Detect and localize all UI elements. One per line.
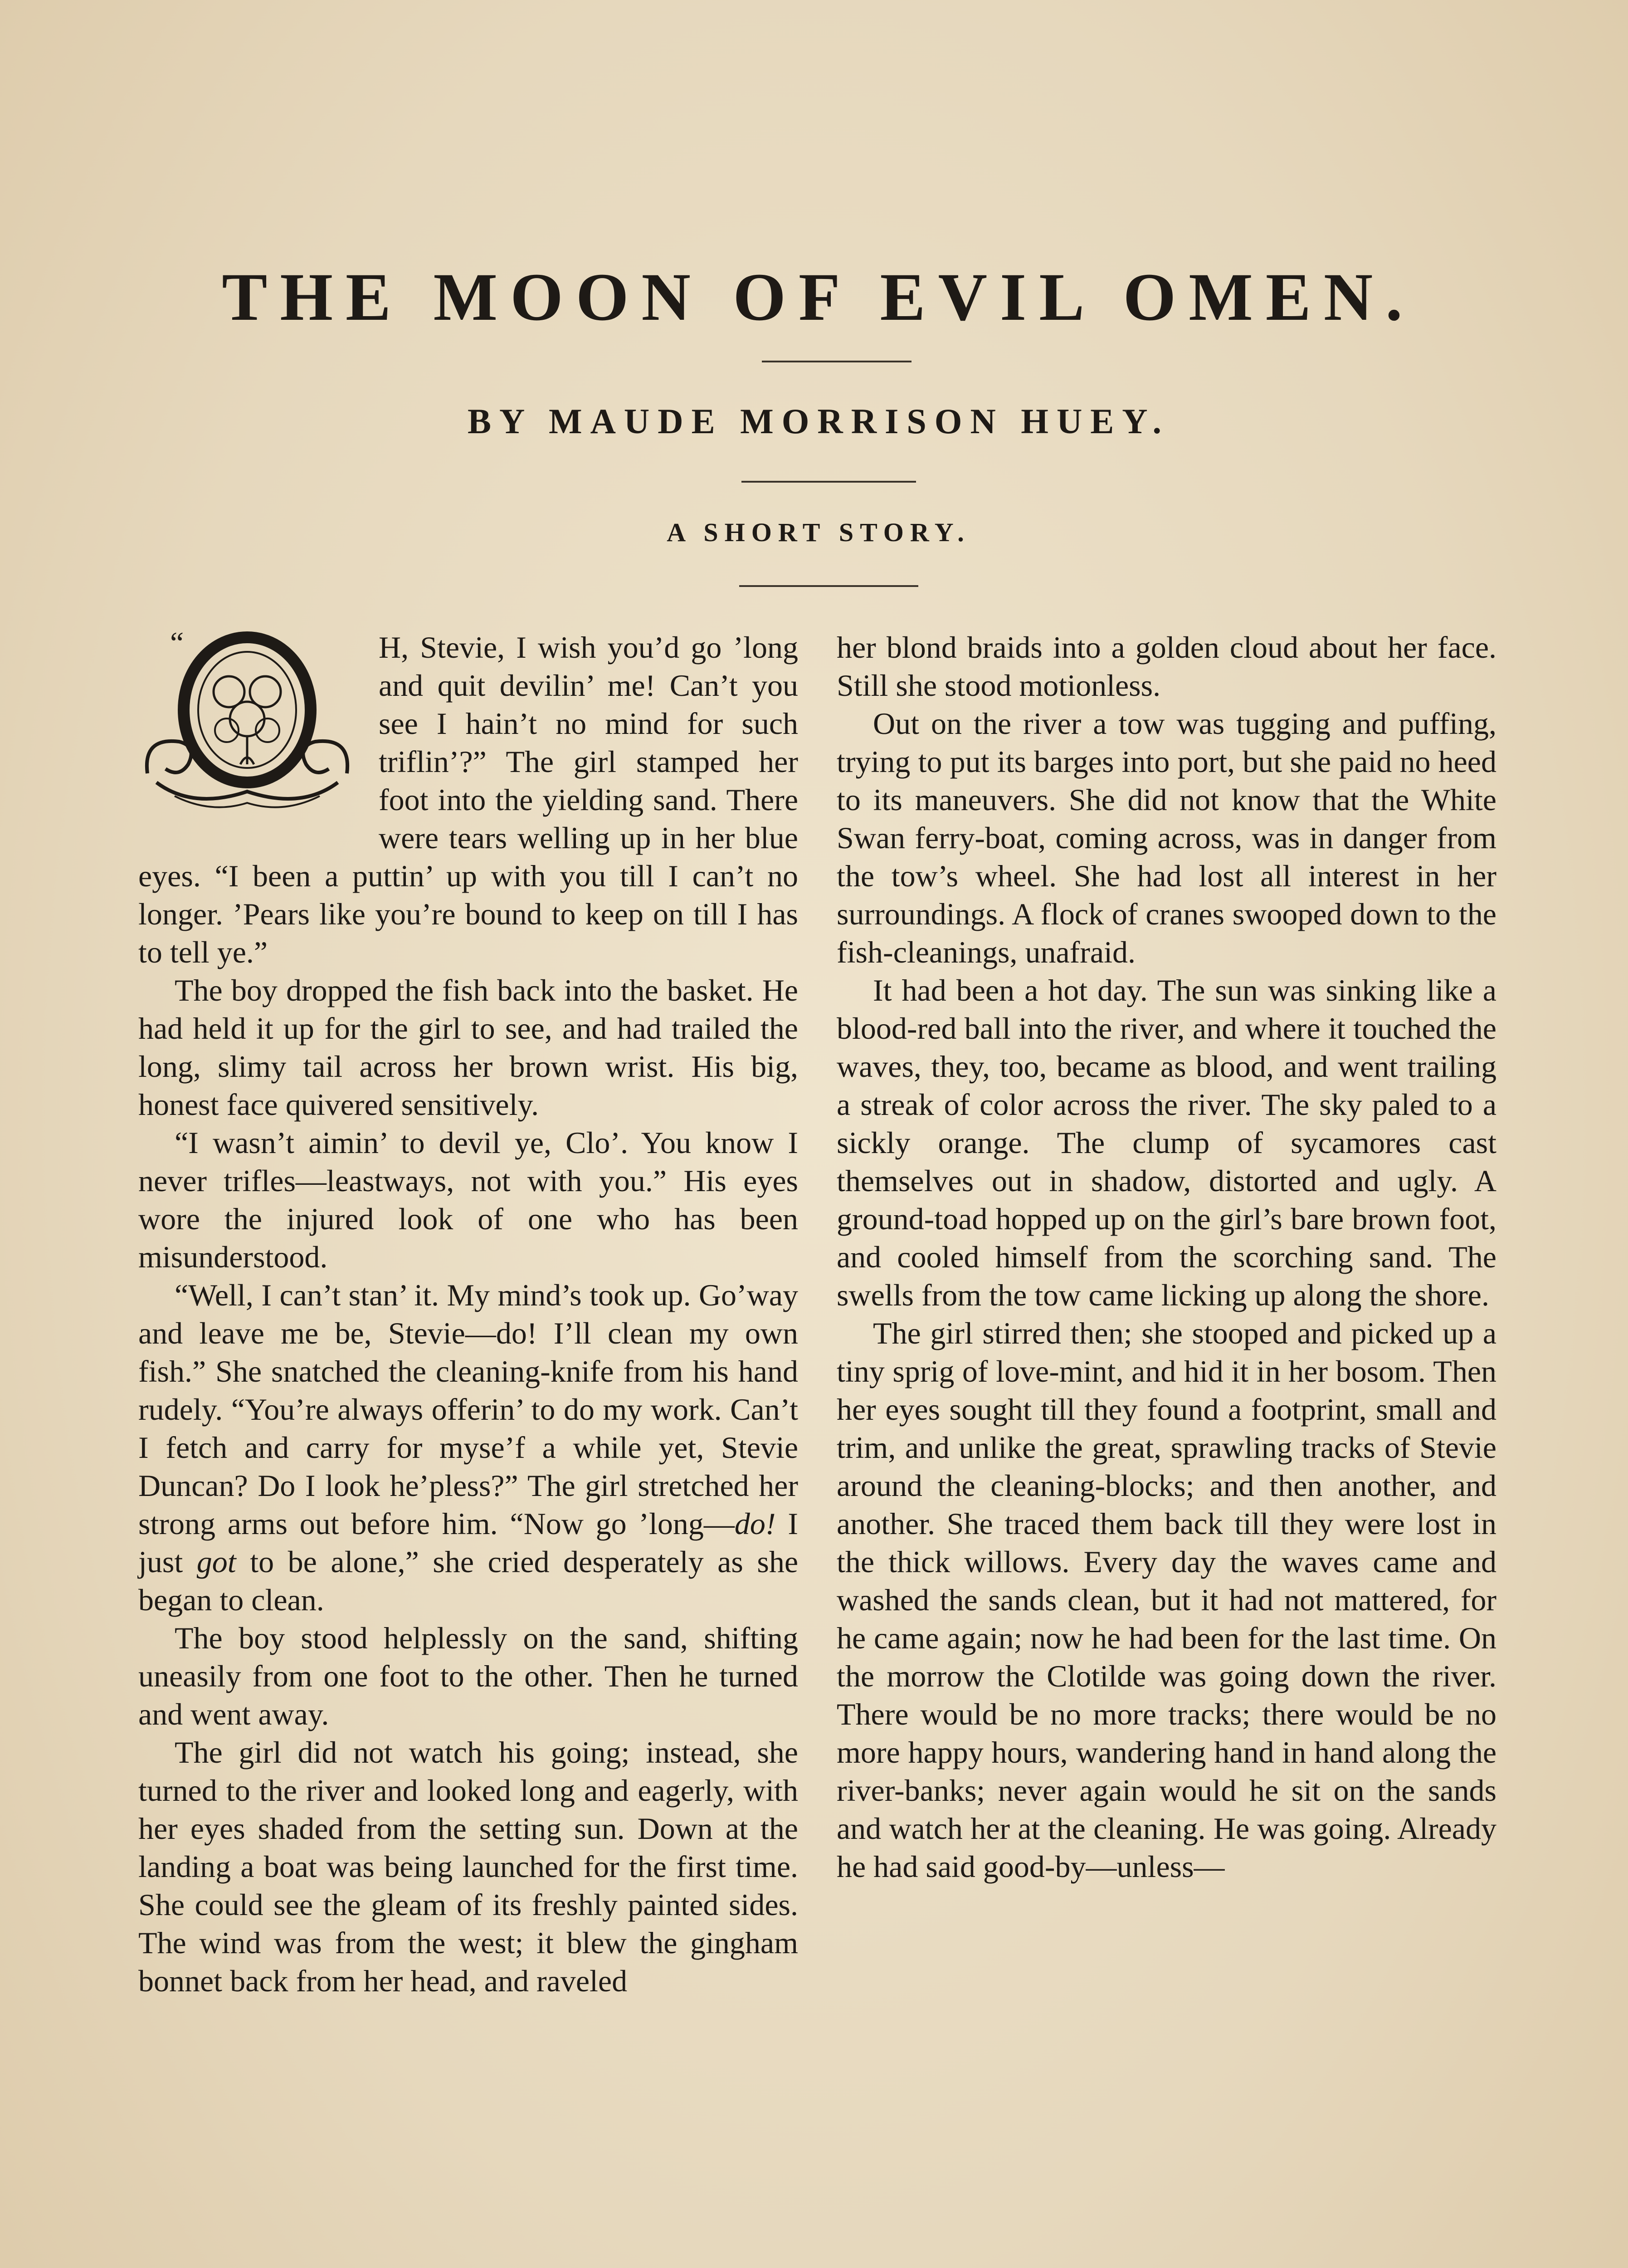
floral-initial-o-icon bbox=[138, 628, 365, 819]
story-title: THE MOON OF EVIL OMEN. bbox=[222, 259, 1415, 335]
paragraph: The boy stood helplessly on the sand, shifting uneasily from one foot to the other. Then he turned and went away. bbox=[138, 1621, 798, 1731]
paragraph bbox=[138, 1276, 798, 1619]
author-byline: BY MAUDE MORRISON HUEY. bbox=[468, 401, 1170, 441]
text-run: “Well, I can’t stan’ it. My mind’s took up. Go’way and leave me be, Stevie—do! I’ll clean my own fish.” She snatched the cleaning-knife from his hand rudely. “You’re always offerin’ to do my work. Can’t I fetch and carry for myse’f a while yet, Stevie Duncan? Do I look he’pless?” The girl stretched her strong arms out before him. “Now go ’long— bbox=[138, 1278, 798, 1541]
subtitle-divider bbox=[739, 585, 918, 587]
text-run: to be alone,” she cried desperately as she began to clean. bbox=[138, 1545, 799, 1617]
italic-run: do! bbox=[734, 1506, 776, 1541]
paragraph: her blond braids into a golden cloud about her face. Still she stood motionless. bbox=[837, 630, 1496, 703]
left-column bbox=[138, 628, 798, 2000]
right-column bbox=[837, 628, 1496, 1886]
story-subtitle: A SHORT STORY. bbox=[667, 518, 970, 547]
paragraph: Out on the river a tow was tugging and puffing, trying to put its barges into port, but she paid no heed to its maneuvers. She did not know that the White Swan ferry-boat, coming across, was in danger from the tow’s wheel. She had lost all interest in her surroundings. A flock of cranes swooped down to the fish-cleanings, unafraid. bbox=[837, 706, 1496, 969]
ornamental-dropcap bbox=[138, 628, 374, 823]
italic-run: got bbox=[196, 1545, 236, 1579]
paragraph: H, Stevie, I wish you’d go ’long and quit devilin’ me! Can’t you see I hain’t no mind for such triflin’?” The girl stamped her foot into the yielding sand. There were tears welling up in her blue eyes. “I been a puttin’ up with you till I can’t no longer. ’Pears like you’re bound to keep on till I has to tell ye.” bbox=[138, 630, 798, 969]
paragraph: The boy dropped the fish back into the basket. He had held it up for the girl to see, and had trailed the long, slimy tail across her brown wrist. His big, honest face quivered sensitively. bbox=[138, 973, 798, 1122]
title-divider bbox=[762, 361, 911, 362]
paragraph: It had been a hot day. The sun was sinking like a blood-red ball into the river, and where it touched the waves, they, too, became as blood, and went trailing a streak of color across the river. The sky paled to a sickly orange. The clump of sycamores cast themselves out in shadow, distorted and ugly. A ground-toad hopped up on the girl’s bare brown foot, and cooled himself from the scorching sand. The swells from the tow came licking up along the shore. bbox=[837, 973, 1496, 1312]
paragraph: The girl stirred then; she stooped and picked up a tiny sprig of love-mint, and hid it in her bosom. Then her eyes sought till they found a footprint, small and trim, and unlike the great, sprawling tracks of Stevie around the cleaning-blocks; and then another, and another. She traced them back till they were lost in the thick willows. Every day the waves came and washed the sands clean, but it had not mattered, for he came again; now he had been for the last time. On the morrow the Clotilde was going down the river. There would be no more tracks; there would be no more happy hours, wandering hand in hand along the river-banks; never again would he sit on the sands and watch her at the cleaning. He was going. Already he had said good-by—unless— bbox=[837, 1316, 1496, 1884]
dropcap-quote-mark: “ bbox=[170, 626, 184, 660]
byline-divider bbox=[741, 481, 916, 483]
paragraph: The girl did not watch his going; instead, she turned to the river and looked long and eagerly, with her eyes shaded from the setting sun. Down at the landing a boat was being launched for the first time. She could see the gleam of its freshly painted sides. The wind was from the west; it blew the gingham bonnet back from her head, and raveled bbox=[138, 1735, 798, 1998]
text-run: I just bbox=[138, 1506, 798, 1579]
paragraph: “I wasn’t aimin’ to devil ye, Clo’. You know I never trifles—leastways, not with you.” His eyes wore the injured look of one who has been misunderstood. bbox=[138, 1125, 798, 1274]
